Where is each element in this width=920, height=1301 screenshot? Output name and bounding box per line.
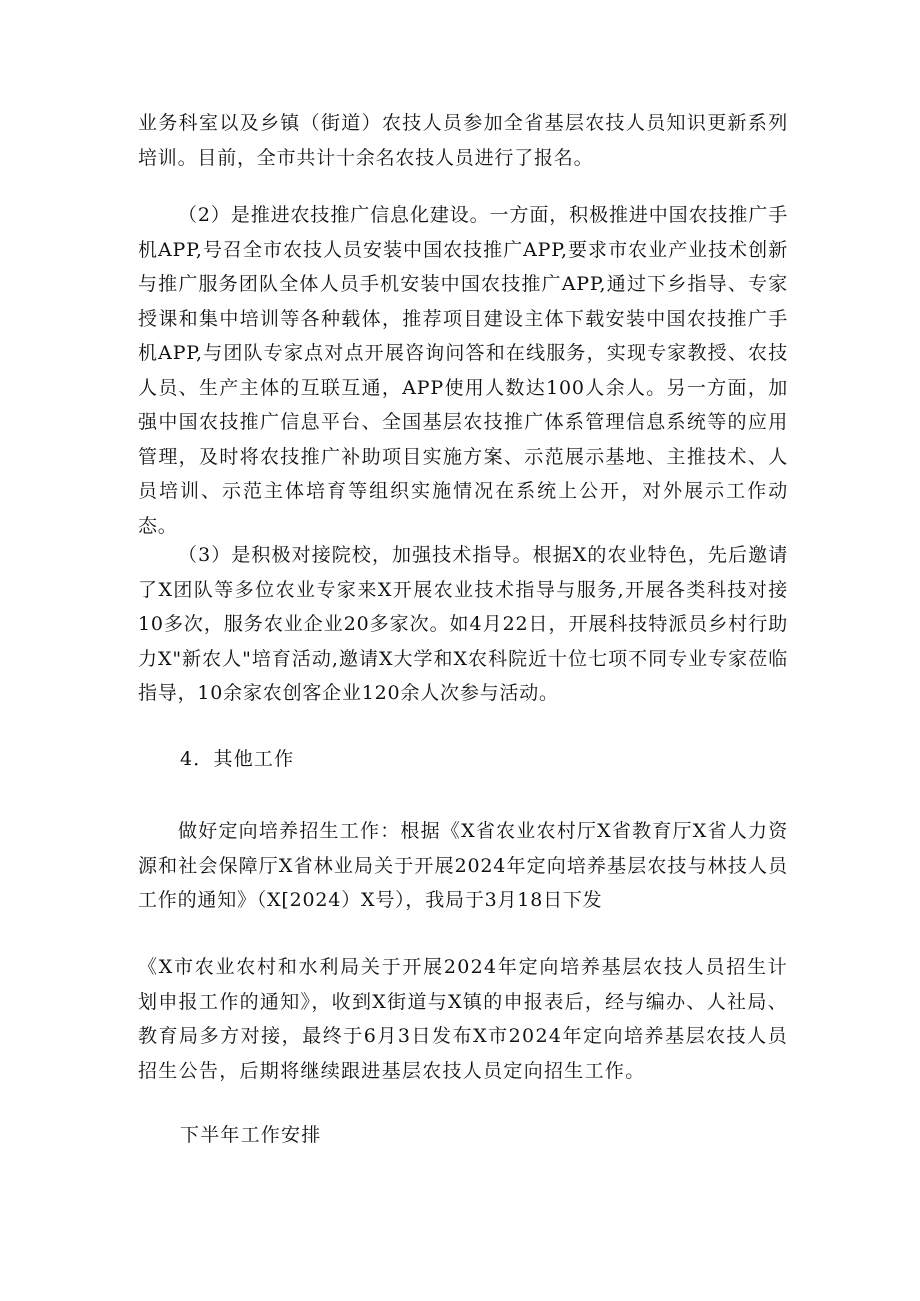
- paragraph-enrollment-plan: 《X市农业农村和水利局关于开展2024年定向培养基层农技人员招生计划申报工作的通知》，收到X街道与X镇的申报表后，经与编办、人社局、教育局多方对接，最终于6月3日发布X市2024年定向培养基层农技人员招生公告，后期将继续跟进基层农技人员定向招生工作。: [138, 956, 788, 1082]
- paragraph-enrollment-notice: 做好定向培养招生工作：根据《X省农业农村厅X省教育厅X省人力资源和社会保障厅X省林业局关于开展2024年定向培养基层农技与林技人员工作的通知》（X[2024）X号），我局于3月18日下发: [138, 820, 788, 911]
- heading-second-half-plan: 下半年工作安排: [180, 1124, 322, 1146]
- heading-other-work: 4．其他工作: [180, 748, 295, 770]
- paragraph-training-registration: 业务科室以及乡镇（街道）农技人员参加全省基层农技人员知识更新系列培训。目前，全市共计十余名农技人员进行了报名。: [138, 112, 788, 169]
- paragraph-informatization: （2）是推进农技推广信息化建设。一方面，积极推进中国农技推广手机APP,号召全市农技人员安装中国农技推广APP,要求市农业产业技术创新与推广服务团队全体人员手机安装中国农技推广APP,通过下乡指导、专家授课和集中培训等各种载体，推荐项目建设主体下载安装中国农技推广手机APP,与团队专家点对点开展咨询问答和在线服务，实现专家教授、农技人员、生产主体的互联互通，APP使用人数达100人余人。另一方面，加强中国农技推广信息平台、全国基层农技推广体系管理信息系统等的应用管理，及时将农技推广补助项目实施方案、示范展示基地、主推技术、人员培训、示范主体培育等组织实施情况在系统上公开，对外展示工作动态。: [138, 204, 788, 537]
- paragraph-college-docking: （3）是积极对接院校，加强技术指导。根据X的农业特色，先后邀请了X团队等多位农业专家来X开展农业技术指导与服务,开展各类科技对接10多次，服务农业企业20多家次。如4月22日，开展科技特派员乡村行助力X"新农人"培育活动,邀请X大学和X农科院近十位七项不同专业专家莅临指导，10余家农创客企业120余人次参与活动。: [138, 544, 788, 704]
